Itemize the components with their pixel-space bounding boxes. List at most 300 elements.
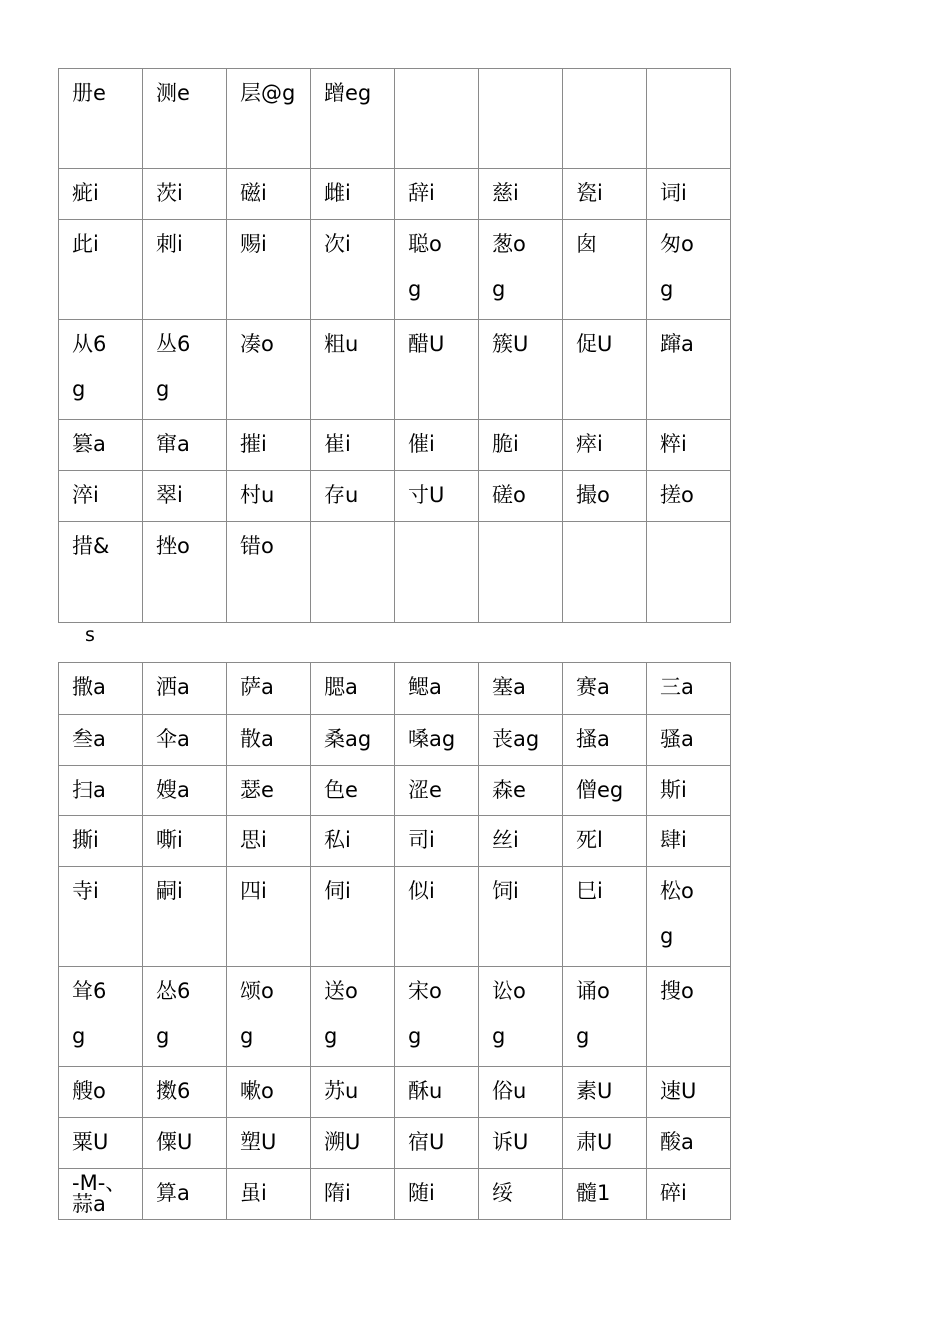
cell-text: 村u — [240, 483, 275, 507]
table-cell — [311, 816, 395, 867]
section-label-s: s — [85, 624, 95, 646]
cell-text: 饲i — [492, 879, 519, 903]
cell-text: 绥 — [492, 1181, 513, 1205]
table-cell — [647, 1067, 731, 1118]
table-cell — [395, 420, 479, 471]
cell-text: 塞a — [492, 675, 526, 699]
table-cell — [59, 169, 143, 220]
cell-text: 撒a — [72, 675, 106, 699]
table-cell — [227, 663, 311, 715]
table-cell — [143, 420, 227, 471]
cell-text: 丝i — [492, 828, 519, 852]
table-cell — [143, 169, 227, 220]
cell-text: 次i — [324, 232, 351, 256]
cell-text: 肃U — [576, 1130, 613, 1154]
cell-text: 酥u — [408, 1079, 443, 1103]
table-row — [59, 715, 731, 766]
cell-text — [408, 522, 478, 534]
table-cell — [311, 320, 395, 420]
table-cell — [227, 1067, 311, 1118]
table-cell — [647, 1169, 731, 1220]
cell-wrapped-text: g — [576, 1024, 590, 1049]
table-cell — [227, 420, 311, 471]
table-cell — [59, 967, 143, 1067]
cell-text: 嗣i — [156, 879, 183, 903]
table-cell — [143, 816, 227, 867]
pinyin-table-s — [58, 662, 731, 1220]
cell-text: 慈i — [492, 181, 519, 205]
cell-text — [72, 320, 142, 402]
cell-text: 促U — [576, 332, 613, 356]
table-cell — [395, 715, 479, 766]
table-cell — [311, 1067, 395, 1118]
table-cell — [563, 967, 647, 1067]
cell-main-text: 宋o — [408, 979, 442, 1003]
table-cell — [227, 766, 311, 816]
cell-text — [492, 522, 562, 534]
cell-text: 诉U — [492, 1130, 529, 1154]
table-cell — [479, 867, 563, 967]
cell-text: 粟U — [72, 1130, 109, 1154]
cell-text: 思i — [240, 828, 267, 852]
table-cell — [59, 320, 143, 420]
table-cell — [395, 967, 479, 1067]
table-cell — [59, 471, 143, 522]
table-row — [59, 169, 731, 220]
cell-wrapped-text: g — [492, 1024, 506, 1049]
cell-text: 崔i — [324, 432, 351, 456]
cell-text — [660, 867, 730, 949]
pinyin-table-c — [58, 68, 731, 623]
cell-text — [576, 522, 646, 534]
table-row — [59, 320, 731, 420]
cell-wrapped-text: g — [660, 924, 674, 949]
table-cell — [227, 967, 311, 1067]
cell-text: 册e — [72, 81, 106, 105]
table-row — [59, 867, 731, 967]
cell-text — [492, 967, 562, 1049]
cell-text: 搔a — [576, 727, 610, 751]
table-cell — [479, 169, 563, 220]
cell-text: 森e — [492, 778, 526, 802]
cell-text — [576, 69, 646, 81]
table-cell — [563, 471, 647, 522]
table-cell — [479, 69, 563, 169]
table-cell — [395, 1118, 479, 1169]
table-cell — [395, 816, 479, 867]
table-cell — [563, 867, 647, 967]
cell-text — [576, 967, 646, 1049]
cell-text: 伺i — [324, 879, 351, 903]
cell-text: 磁i — [240, 181, 267, 205]
table-cell — [227, 522, 311, 623]
cell-main-text: -M-、 — [72, 1171, 127, 1195]
table-cell — [311, 69, 395, 169]
table-cell — [143, 220, 227, 320]
cell-text — [660, 522, 730, 534]
cell-text: 挫o — [156, 534, 190, 558]
cell-text: 肆i — [660, 828, 687, 852]
cell-text — [408, 220, 478, 302]
table-cell — [647, 69, 731, 169]
table-cell — [227, 1169, 311, 1220]
table-cell — [395, 1169, 479, 1220]
cell-text: 随i — [408, 1181, 435, 1205]
cell-text: 僧eg — [576, 778, 624, 802]
table-row — [59, 1067, 731, 1118]
table-cell — [479, 320, 563, 420]
cell-text — [324, 522, 394, 534]
table-row — [59, 1118, 731, 1169]
cell-text: 骚a — [660, 727, 694, 751]
cell-text: 伞a — [156, 727, 190, 751]
cell-text: 嗽o — [240, 1079, 274, 1103]
table-cell — [479, 816, 563, 867]
cell-text: 私i — [324, 828, 351, 852]
table-row — [59, 663, 731, 715]
table-cell — [143, 663, 227, 715]
cell-text: 萨a — [240, 675, 274, 699]
table-cell — [311, 420, 395, 471]
table-cell — [479, 220, 563, 320]
table-cell — [143, 471, 227, 522]
table-cell — [479, 715, 563, 766]
table-cell — [143, 766, 227, 816]
cell-text: 色e — [324, 778, 358, 802]
table-row — [59, 1169, 731, 1220]
cell-text: 巳i — [576, 879, 603, 903]
table-cell — [59, 766, 143, 816]
cell-text: 速U — [660, 1079, 697, 1103]
cell-text: 髓1 — [576, 1181, 611, 1205]
table-cell — [647, 169, 731, 220]
table-row — [59, 967, 731, 1067]
cell-text: 窜a — [156, 432, 190, 456]
table-cell — [647, 471, 731, 522]
table-cell — [479, 1169, 563, 1220]
table-cell — [311, 663, 395, 715]
table-cell — [143, 1067, 227, 1118]
table-cell — [647, 816, 731, 867]
table-cell — [59, 715, 143, 766]
cell-text — [492, 220, 562, 302]
table-cell — [647, 867, 731, 967]
table-cell — [395, 69, 479, 169]
cell-text: 瘁i — [576, 432, 603, 456]
cell-main-text: 颂o — [240, 979, 274, 1003]
table-cell — [311, 766, 395, 816]
cell-text: 粗u — [324, 332, 359, 356]
table-row — [59, 522, 731, 623]
cell-text: 涩e — [408, 778, 442, 802]
table-cell — [563, 420, 647, 471]
cell-text: 搜o — [660, 979, 694, 1003]
cell-text: 僳U — [156, 1130, 193, 1154]
table-cell — [395, 522, 479, 623]
table-cell — [479, 663, 563, 715]
cell-text — [660, 69, 730, 81]
cell-text: 疵i — [72, 181, 99, 205]
table-cell — [59, 816, 143, 867]
cell-text: 簇U — [492, 332, 529, 356]
cell-text: 措& — [72, 534, 110, 558]
table-cell — [647, 320, 731, 420]
cell-text: 寸U — [408, 483, 445, 507]
cell-text: 蹭eg — [324, 81, 372, 105]
cell-text — [324, 967, 394, 1049]
table-cell — [395, 867, 479, 967]
table-cell — [59, 522, 143, 623]
table-row — [59, 471, 731, 522]
cell-text: 撕i — [72, 828, 99, 852]
table-cell — [143, 522, 227, 623]
cell-text: 凑o — [240, 332, 274, 356]
cell-text — [408, 69, 478, 81]
table-cell — [59, 420, 143, 471]
cell-text: 三a — [660, 675, 694, 699]
cell-main-text: 耸6 — [72, 979, 107, 1003]
table-cell — [647, 766, 731, 816]
table-row — [59, 766, 731, 816]
cell-main-text: 丛6 — [156, 332, 191, 356]
table-cell — [395, 220, 479, 320]
cell-text: 隋i — [324, 1181, 351, 1205]
table-cell — [563, 663, 647, 715]
cell-wrapped-text: 蒜a — [72, 1192, 106, 1216]
cell-main-text: 诵o — [576, 979, 610, 1003]
cell-text: 散a — [240, 727, 274, 751]
cell-text: 嫂a — [156, 778, 190, 802]
table-cell — [227, 169, 311, 220]
cell-wrapped-text: g — [324, 1024, 338, 1049]
cell-text: 翠i — [156, 483, 183, 507]
cell-wrapped-text: g — [156, 377, 170, 402]
table-cell — [647, 967, 731, 1067]
cell-text: 酸a — [660, 1130, 694, 1154]
table-cell — [647, 715, 731, 766]
table-cell — [59, 220, 143, 320]
cell-text — [156, 320, 226, 402]
cell-text: 淬i — [72, 483, 99, 507]
table-cell — [59, 1169, 143, 1220]
table-cell — [395, 663, 479, 715]
cell-text: 醋U — [408, 332, 445, 356]
cell-wrapped-text: g — [492, 277, 506, 302]
table-cell — [479, 471, 563, 522]
cell-text: 溯U — [324, 1130, 361, 1154]
table-cell — [311, 169, 395, 220]
table-cell — [479, 1067, 563, 1118]
cell-text: 洒a — [156, 675, 190, 699]
cell-wrapped-text: g — [408, 277, 422, 302]
table-cell — [227, 69, 311, 169]
table-cell — [479, 522, 563, 623]
cell-text — [156, 967, 226, 1049]
cell-text: 宿U — [408, 1130, 445, 1154]
cell-text: 腮a — [324, 675, 358, 699]
table-cell — [311, 715, 395, 766]
table-cell — [227, 220, 311, 320]
table-cell — [227, 816, 311, 867]
cell-text: 死l — [576, 828, 603, 852]
cell-main-text: 怂6 — [156, 979, 191, 1003]
cell-text: 词i — [660, 181, 687, 205]
cell-wrapped-text: g — [240, 1024, 254, 1049]
cell-text: 此i — [72, 232, 99, 256]
table-cell — [59, 867, 143, 967]
table-cell — [395, 471, 479, 522]
cell-text: 磋o — [492, 483, 526, 507]
cell-main-text: 送o — [324, 979, 358, 1003]
table-cell — [647, 220, 731, 320]
table-cell — [395, 1067, 479, 1118]
table-cell — [563, 1169, 647, 1220]
table-cell — [479, 967, 563, 1067]
table-cell — [311, 1169, 395, 1220]
cell-text — [408, 967, 478, 1049]
table-cell — [227, 1118, 311, 1169]
table-cell — [563, 69, 647, 169]
cell-text: 刺i — [156, 232, 183, 256]
cell-text: 四i — [240, 879, 267, 903]
cell-text: 虽i — [240, 1181, 267, 1205]
table-cell — [647, 663, 731, 715]
table-cell — [311, 1118, 395, 1169]
cell-text: 摧i — [240, 432, 267, 456]
table-cell — [227, 471, 311, 522]
table-cell — [563, 522, 647, 623]
cell-text: 催i — [408, 432, 435, 456]
cell-text — [492, 69, 562, 81]
cell-text: 茨i — [156, 181, 183, 205]
cell-text: 塑U — [240, 1130, 277, 1154]
cell-text: 嗓ag — [408, 727, 456, 751]
table-row — [59, 816, 731, 867]
cell-text: 错o — [240, 534, 274, 558]
cell-text — [72, 967, 142, 1049]
cell-text: 司i — [408, 828, 435, 852]
table-cell — [143, 867, 227, 967]
cell-text: 俗u — [492, 1079, 527, 1103]
table-cell — [311, 220, 395, 320]
cell-text: 囱 — [576, 232, 597, 256]
cell-text: 蹿a — [660, 332, 694, 356]
cell-text: 存u — [324, 483, 359, 507]
cell-text: 斯i — [660, 778, 687, 802]
cell-wrapped-text: g — [156, 1024, 170, 1049]
table-cell — [563, 169, 647, 220]
table-cell — [479, 420, 563, 471]
cell-text: 测e — [156, 81, 190, 105]
cell-text — [240, 967, 310, 1049]
cell-text: 艘o — [72, 1079, 106, 1103]
table-row — [59, 69, 731, 169]
table-row — [59, 420, 731, 471]
table-cell — [59, 1067, 143, 1118]
cell-main-text: 从6 — [72, 332, 107, 356]
table-cell — [647, 420, 731, 471]
table-cell — [563, 1067, 647, 1118]
table-cell — [311, 522, 395, 623]
table-cell — [563, 320, 647, 420]
table-cell — [395, 766, 479, 816]
cell-text: 瓷i — [576, 181, 603, 205]
table-cell — [143, 967, 227, 1067]
cell-wrapped-text: g — [408, 1024, 422, 1049]
cell-text: 似i — [408, 879, 435, 903]
cell-text: 脆i — [492, 432, 519, 456]
table-cell — [647, 1118, 731, 1169]
cell-main-text: 讼o — [492, 979, 526, 1003]
cell-text: 桑ag — [324, 727, 372, 751]
table-cell — [227, 867, 311, 967]
cell-text: 赛a — [576, 675, 610, 699]
cell-text: 素U — [576, 1079, 613, 1103]
cell-text: 叁a — [72, 727, 106, 751]
table-cell — [479, 1118, 563, 1169]
cell-text — [660, 220, 730, 302]
cell-text: 擞6 — [156, 1079, 191, 1103]
cell-wrapped-text: g — [72, 1024, 86, 1049]
cell-text: 苏u — [324, 1079, 359, 1103]
table-cell — [143, 715, 227, 766]
cell-text: 辞i — [408, 181, 435, 205]
table-cell — [563, 1118, 647, 1169]
table-cell — [563, 816, 647, 867]
table-cell — [59, 69, 143, 169]
table-cell — [311, 867, 395, 967]
cell-text: 碎i — [660, 1181, 687, 1205]
cell-text: 撮o — [576, 483, 610, 507]
cell-text: 嘶i — [156, 828, 183, 852]
table-cell — [395, 169, 479, 220]
cell-wrapped-text: g — [660, 277, 674, 302]
table-cell — [59, 1118, 143, 1169]
cell-text: 雌i — [324, 181, 351, 205]
table-cell — [479, 766, 563, 816]
cell-text: 丧ag — [492, 727, 540, 751]
table-cell — [647, 522, 731, 623]
cell-text — [72, 1169, 142, 1215]
cell-text: 篡a — [72, 432, 106, 456]
cell-text: 层@g — [240, 81, 296, 105]
cell-main-text: 松o — [660, 879, 694, 903]
cell-main-text: 葱o — [492, 232, 526, 256]
cell-text: 寺i — [72, 879, 99, 903]
cell-wrapped-text: g — [72, 377, 86, 402]
table-cell — [143, 69, 227, 169]
table-cell — [59, 663, 143, 715]
cell-text: 鳃a — [408, 675, 442, 699]
table-cell — [395, 320, 479, 420]
table-cell — [311, 967, 395, 1067]
cell-text: 赐i — [240, 232, 267, 256]
table-cell — [227, 715, 311, 766]
table-cell — [143, 1169, 227, 1220]
table-cell — [563, 715, 647, 766]
table-cell — [563, 220, 647, 320]
cell-text: 算a — [156, 1181, 190, 1205]
cell-text: 搓o — [660, 483, 694, 507]
cell-text: 粹i — [660, 432, 687, 456]
table-cell — [227, 320, 311, 420]
table-row — [59, 220, 731, 320]
cell-main-text: 聪o — [408, 232, 442, 256]
table-cell — [143, 1118, 227, 1169]
table-cell — [143, 320, 227, 420]
table-cell — [563, 766, 647, 816]
cell-text: 瑟e — [240, 778, 274, 802]
